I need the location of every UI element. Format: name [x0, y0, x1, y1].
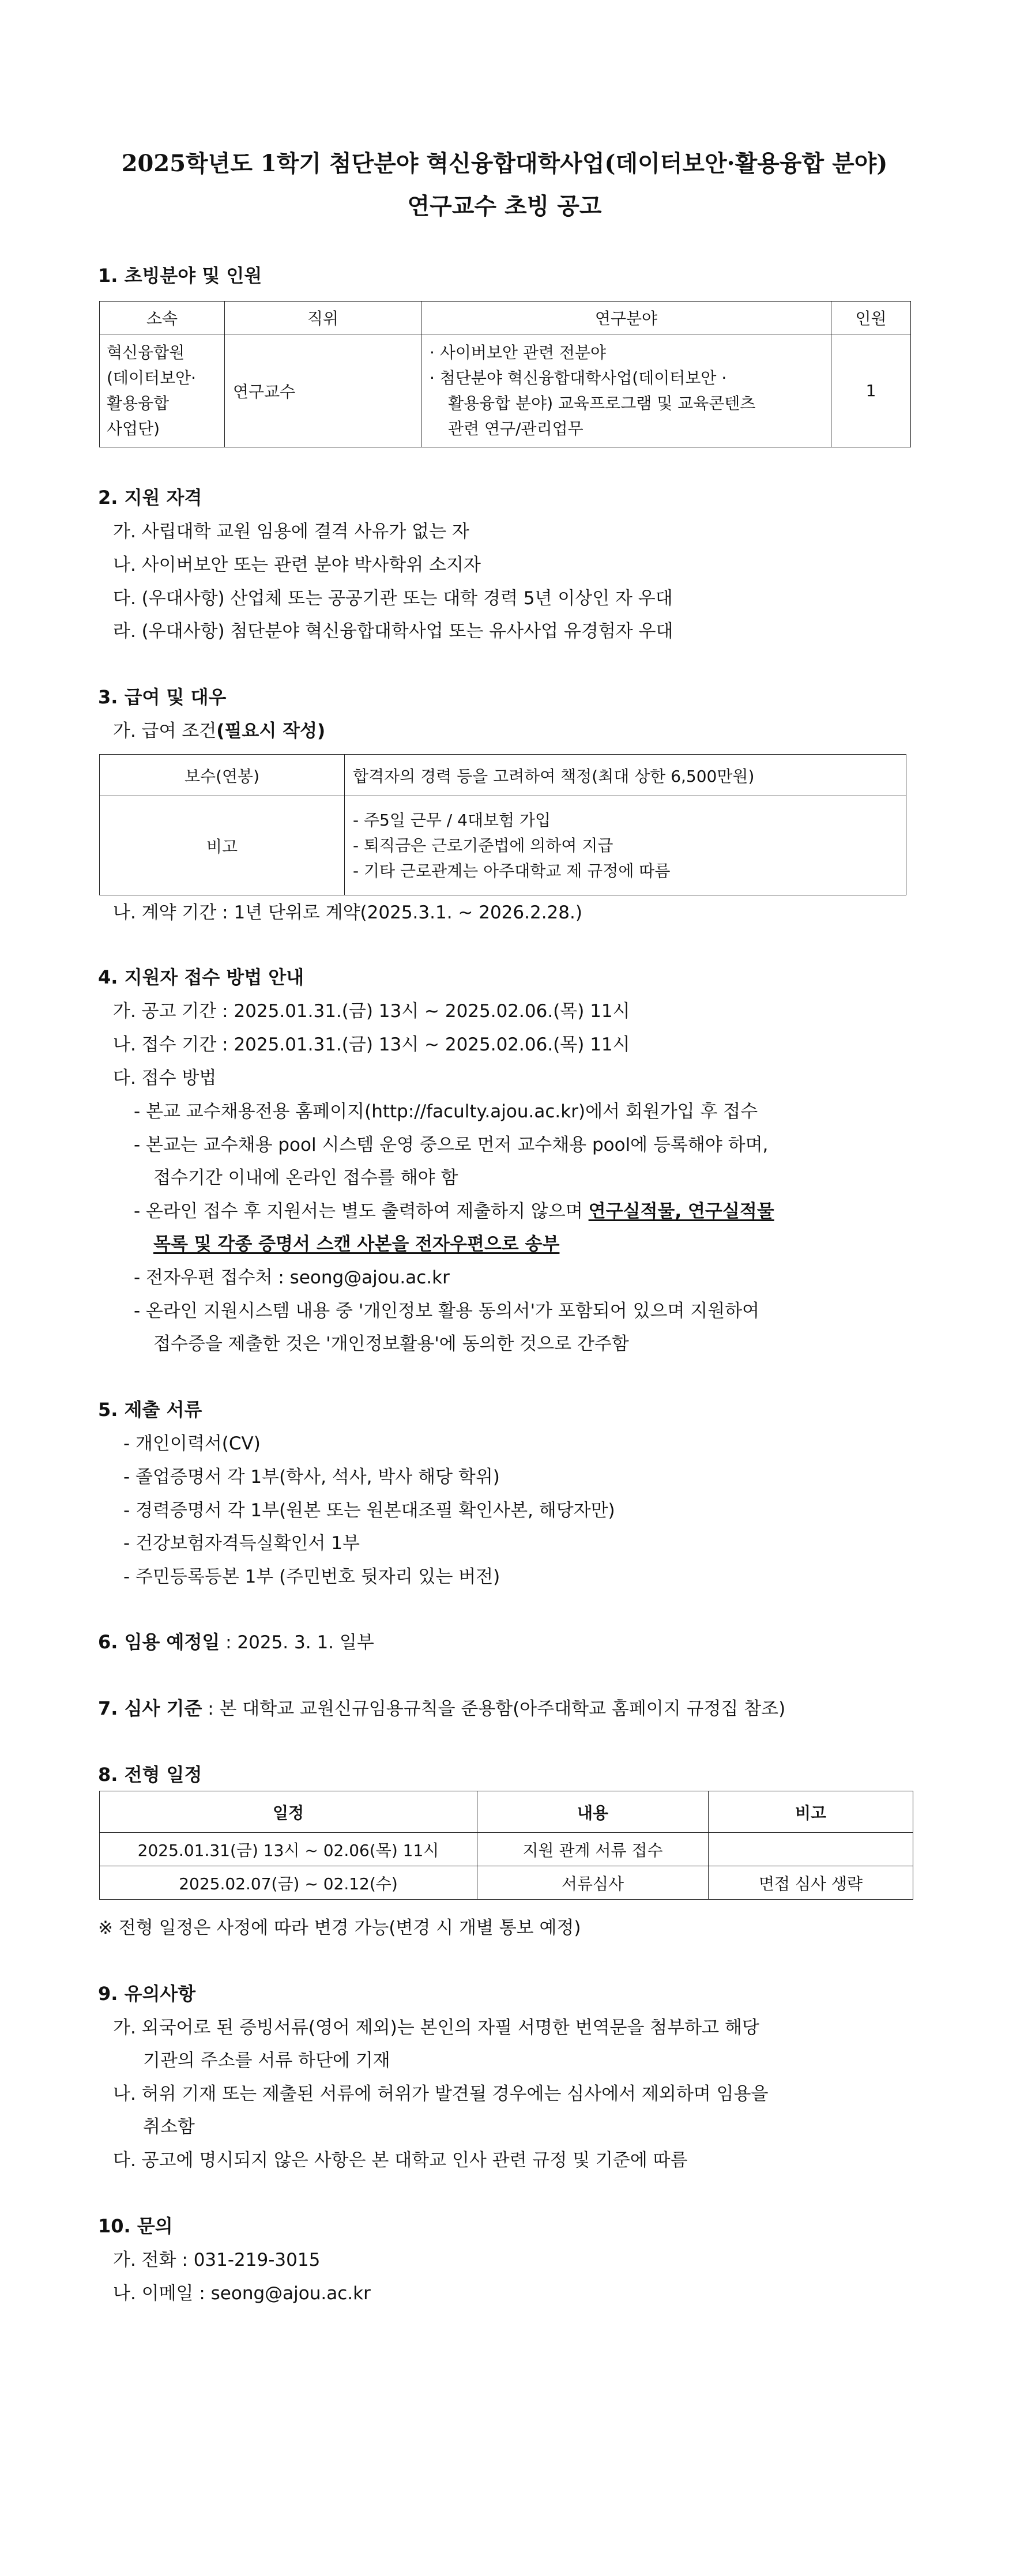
application-method: 다. 접수 방법 — [113, 1068, 217, 1089]
method-item-cont: 목록 및 각종 증명서 스캔 사본을 전자우편으로 송부 — [153, 1234, 560, 1255]
table-row: 2025.01.31(금) 13시 ~ 02.06(목) 11시 지원 관계 서류 접수 — [100, 1833, 913, 1866]
schedule-table — [99, 1791, 913, 1900]
remarks-label: 비고 — [100, 796, 345, 895]
cell-count: 1 — [831, 334, 911, 447]
caution-item-cont: 취소함 — [143, 2116, 195, 2137]
section-8-heading: 8. 전형 일정 — [98, 1764, 202, 1786]
salary-label: 보수(연봉) — [100, 755, 345, 796]
salary-table — [99, 754, 906, 895]
qualification-item: 나. 사이버보안 또는 관련 분야 박사학위 소지자 — [113, 555, 481, 575]
col-header-content: 내용 — [477, 1791, 709, 1833]
method-item: - 온라인 접수 후 지원서는 별도 출력하여 제출하지 않으며 연구실적물, 연구실적물 — [134, 1201, 774, 1222]
method-item: - 온라인 지원시스템 내용 중 '개인정보 활용 동의서'가 포함되어 있으며 지원하여 — [134, 1301, 760, 1321]
section-2-heading: 2. 지원 자격 — [98, 487, 202, 509]
caution-item: 다. 공고에 명시되지 않은 사항은 본 대학교 인사 관련 규정 및 기준에 따름 — [113, 2150, 688, 2171]
document-item: - 건강보험자격득실확인서 1부 — [123, 1533, 360, 1554]
caution-item: 가. 외국어로 된 증빙서류(영어 제외)는 본인의 자필 서명한 번역문을 첨부하고 해당 — [113, 2017, 759, 2038]
document-item: - 경력증명서 각 1부(원본 또는 원본대조필 확인사본, 해당자만) — [123, 1500, 615, 1521]
qualification-item: 가. 사립대학 교원 임용에 결격 사유가 없는 자 — [113, 521, 469, 542]
col-header-field: 연구분야 — [421, 302, 831, 334]
method-item: - 본교 교수채용전용 홈페이지(http://faculty.ajou.ac.kr)에서 회원가입 후 접수 — [134, 1101, 758, 1122]
qualification-item: 라. (우대사항) 첨단분야 혁신융합대학사업 또는 유사사업 유경험자 우대 — [113, 621, 673, 642]
col-header-count: 인원 — [831, 302, 911, 334]
section-9-heading: 9. 유의사항 — [98, 1983, 196, 2005]
method-item: - 본교는 교수채용 pool 시스템 운영 중으로 먼저 교수채용 pool에 등록해야 하며, — [134, 1135, 769, 1155]
position-table — [99, 301, 911, 447]
review-criteria: 7. 심사 기준 : 본 대학교 교원신규임용규칙을 준용함(아주대학교 홈페이지 규정집 참조) — [98, 1697, 786, 1719]
document-item: - 졸업증명서 각 1부(학사, 석사, 박사 해당 학위) — [123, 1467, 500, 1487]
notice-title-line1: 2025학년도 1학기 첨단분야 혁신융합대학사업(데이터보안·활용융합 분야) — [121, 150, 888, 177]
section-10-heading: 10. 문의 — [98, 2215, 173, 2237]
caution-item: 나. 허위 기재 또는 제출된 서류에 허위가 발견될 경우에는 심사에서 제외하며 임용을 — [113, 2084, 769, 2104]
document-item: - 개인이력서(CV) — [123, 1433, 261, 1454]
salary-condition-label: 가. 급여 조건(필요시 작성) — [113, 721, 326, 741]
col-header-schedule: 일정 — [100, 1791, 477, 1833]
section-5-heading: 5. 제출 서류 — [98, 1399, 202, 1421]
cell-field: · 사이버보안 관련 전분야 · 첨단분야 혁신융합대학사업(데이터보안 · 활용융합 분야) 교육프로그램 및 교육콘텐츠 관련 연구/관리업무 — [421, 334, 831, 447]
appointment-date: 6. 임용 예정일 : 2025. 3. 1. 일부 — [98, 1631, 374, 1653]
method-item-cont: 접수증을 제출한 것은 '개인정보활용'에 동의한 것으로 간주함 — [153, 1334, 629, 1354]
contract-period: 나. 계약 기간 : 1년 단위로 계약(2025.3.1. ~ 2026.2.28.) — [113, 902, 582, 923]
section-1-heading: 1. 초빙분야 및 인원 — [98, 265, 262, 287]
salary-value: 합격자의 경력 등을 고려하여 책정(최대 상한 6,500만원) — [345, 755, 906, 796]
caution-item-cont: 기관의 주소를 서류 하단에 기재 — [143, 2050, 390, 2071]
qualification-item: 다. (우대사항) 산업체 또는 공공기관 또는 대학 경력 5년 이상인 자 우대 — [113, 588, 673, 609]
col-header-remarks: 비고 — [709, 1791, 913, 1833]
method-item-cont: 접수기간 이내에 온라인 접수를 해야 함 — [153, 1168, 458, 1188]
notice-title-line2: 연구교수 초빙 공고 — [407, 193, 602, 220]
remarks-list: - 주5일 근무 / 4대보험 가입 - 퇴직금은 근로기준법에 의하여 지급 - 기타 근로관계는 아주대학교 제 규정에 따름 — [345, 796, 906, 895]
cell-position: 연구교수 — [225, 334, 421, 447]
schedule-note: ※ 전형 일정은 사정에 따라 변경 가능(변경 시 개별 통보 예정) — [98, 1918, 581, 1938]
section-3-heading: 3. 급여 및 대우 — [98, 686, 227, 708]
application-period: 나. 접수 기간 : 2025.01.31.(금) 13시 ~ 2025.02.06.(목) 11시 — [113, 1034, 630, 1055]
email-submission: - 전자우편 접수처 : seong@ajou.ac.kr — [134, 1267, 450, 1288]
col-header-position: 직위 — [225, 302, 421, 334]
cell-dept: 혁신융합원 (데이터보안· 활용융합 사업단) — [100, 334, 225, 447]
document-item: - 주민등록등본 1부 (주민번호 뒷자리 있는 버전) — [123, 1566, 500, 1587]
contact-email: 나. 이메일 : seong@ajou.ac.kr — [113, 2283, 371, 2304]
contact-phone: 가. 전화 : 031-219-3015 — [113, 2250, 321, 2270]
table-row: 2025.02.07(금) ~ 02.12(수) 서류심사 면접 심사 생략 — [100, 1866, 913, 1900]
section-4-heading: 4. 지원자 접수 방법 안내 — [98, 966, 304, 988]
notice-period: 가. 공고 기간 : 2025.01.31.(금) 13시 ~ 2025.02.06.(목) 11시 — [113, 1001, 630, 1022]
col-header-dept: 소속 — [100, 302, 225, 334]
